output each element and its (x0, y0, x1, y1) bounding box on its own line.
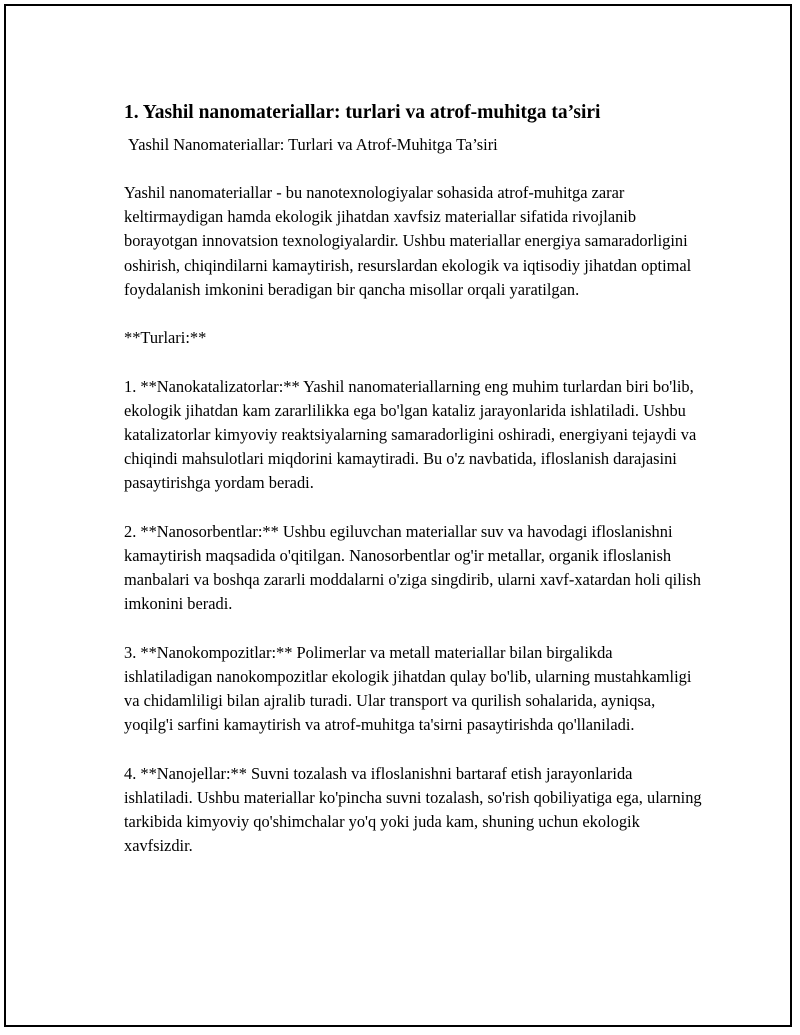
list-item-nanosorbentlar: 2. **Nanosorbentlar:** Ushbu egiluvchan materiallar suv va havodagi ifloslanishni kamaytirish maqsadida o'qitilgan. Nanosorbentlar og'ir metallar, organik ifloslanish manbalari va boshqa zararli moddalarni o'ziga singdirib, ularni xavf-xatardan holi qilish imkonini beradi. (124, 521, 701, 614)
page-frame (4, 4, 792, 1027)
document-body (124, 98, 704, 859)
list-item-nanokompozitlar: 3. **Nanokompozitlar:** Polimerlar va metall materiallar bilan birgalikda ishlatiladigan nanokompozitlar ekologik jihatdan qulay bo'lib, ularning mustahkamligi va chidamliligi bilan ajralib turadi. Ular transport va qurilish sohalarida, ayniqsa, yoqilg'i sarfini kamaytirish va atrof-muhitga ta'sirni pasaytirishda qo'llaniladi. (124, 642, 692, 735)
list-item-nanojellar: 4. **Nanojellar:** Suvni tozalash va ifloslanishni bartaraf etish jarayonlarida ishlatiladi. Ushbu materiallar ko'pincha suvni tozalash, so'rish qobiliyatiga ega, ularning tarkibida kimyoviy qo'shimchalar yo'q yoki juda kam, shuning uchun ekologik xavfsizdir. (124, 763, 702, 856)
document-title: 1. Yashil nanomateriallar: turlari va atrof-muhitga ta’siri (124, 102, 601, 123)
list-item-nanokatalizatorlar: 1. **Nanokatalizatorlar:** Yashil nanomateriallarning eng muhim turlardan biri bo'lib, ekologik jihatdan kam zararlilikka ega bo'lgan kataliz jarayonlarida ishlatiladi. Ushbu katalizatorlar kimyoviy reaktsiyalarning samaradorligini oshiradi, energiyani tejaydi va chiqindi mahsulotlari miqdorini kamaytiradi. Bu o'z navbatida, ifloslanish darajasini pasaytirishga yordam beradi. (124, 376, 697, 493)
intro-paragraph: Yashil nanomateriallar - bu nanotexnologiyalar sohasida atrof-muhitga zarar keltirmaydigan hamda ekologik jihatdan xavfsiz materiallar sifatida rivojlanib borayotgan innovatsion texnologiyalardir. Ushbu materiallar energiya samaradorligini oshirish, chiqindilarni kamaytirish, resurslardan ekologik va iqtisodiy jihatdan optimal foydalanish imkonini beradigan bir qancha misollar orqali yaratilgan. (124, 183, 692, 299)
document-subtitle: Yashil Nanomateriallar: Turlari va Atrof-Muhitga Ta’siri (128, 135, 498, 154)
section-heading: **Turlari:** (124, 328, 207, 348)
